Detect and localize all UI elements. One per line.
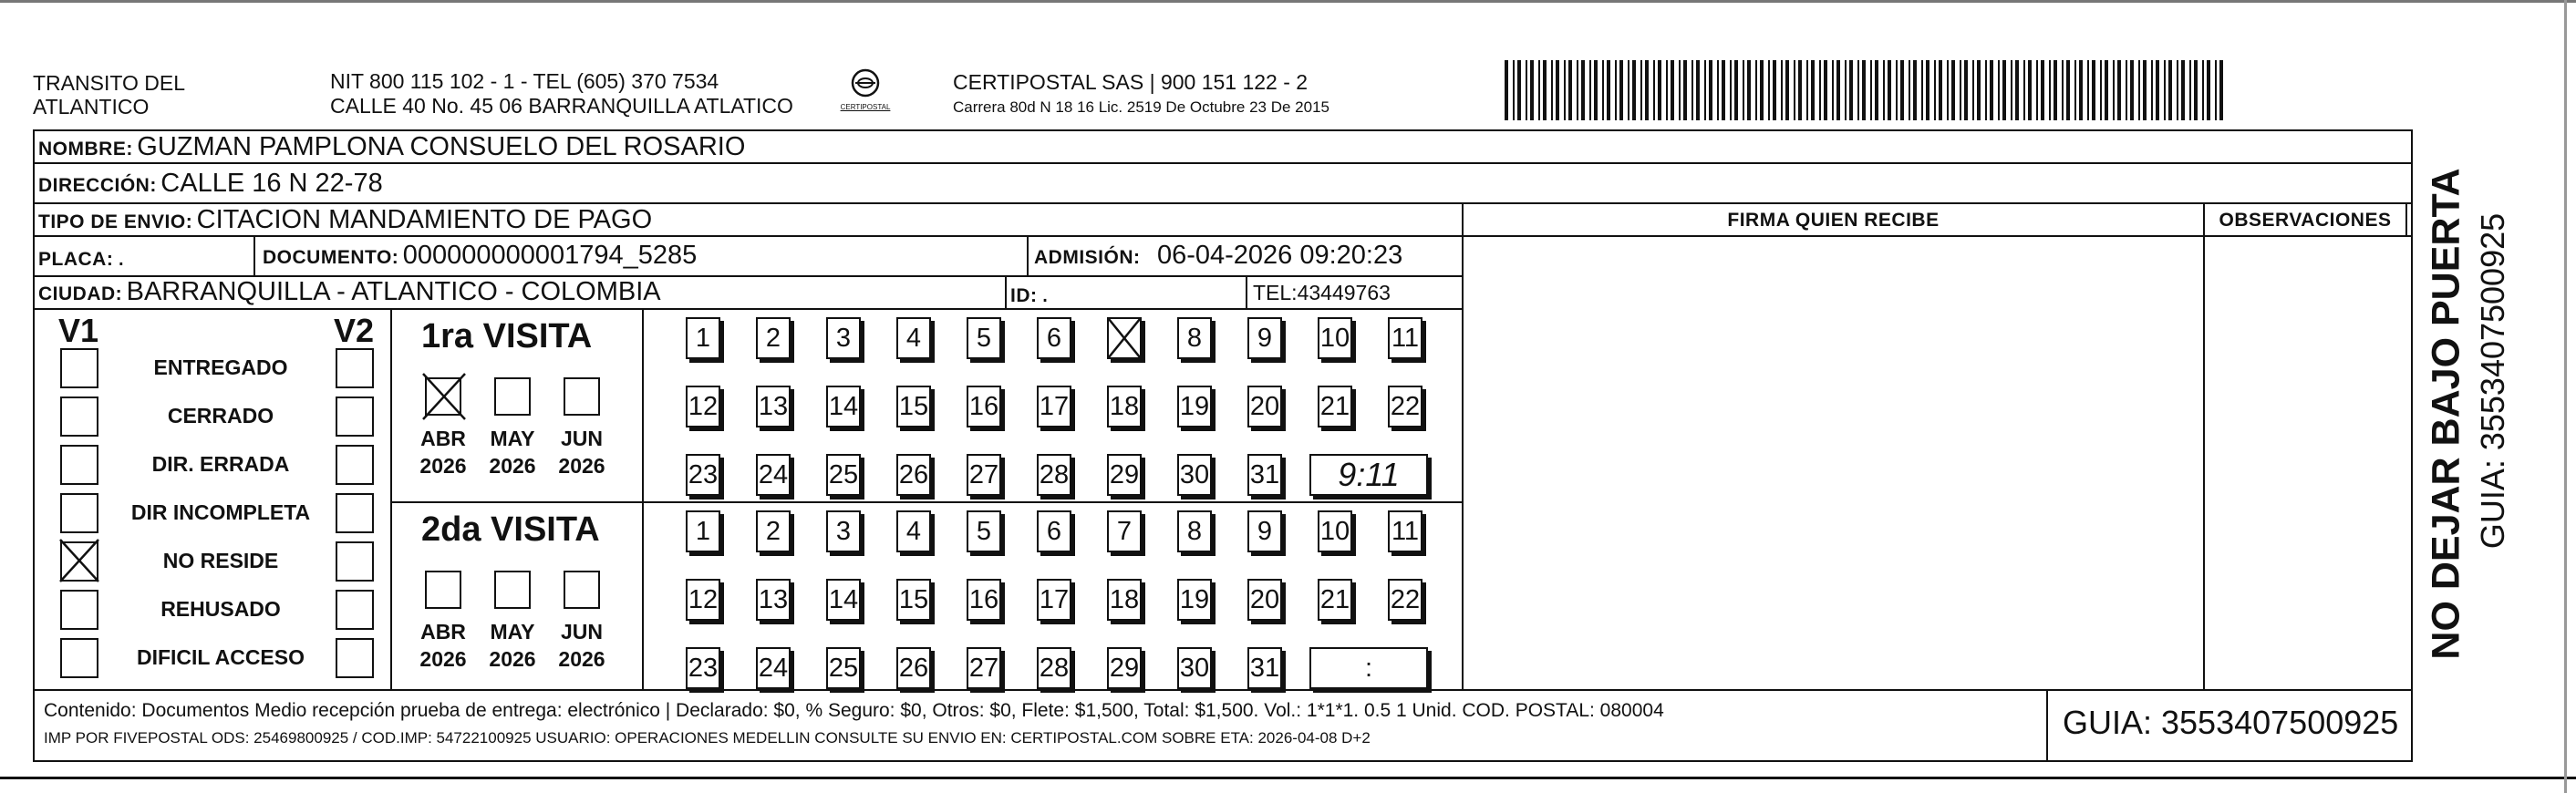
tel-label: TEL: [1253, 281, 1298, 304]
logo-text: CERTIPOSTAL [840, 103, 891, 111]
day-cell: 10 [1318, 510, 1352, 552]
day-cell: 9 [1247, 317, 1282, 359]
sender-block [33, 71, 185, 118]
id-value: . [1040, 279, 1050, 308]
documento-value: 000000000001794_5285 [402, 241, 698, 270]
day-cell: 4 [896, 510, 931, 552]
v2-checkbox [336, 348, 374, 388]
v1-checkbox [60, 590, 98, 630]
month-label [483, 618, 542, 673]
day-cell: 16 [967, 386, 1001, 427]
day-cell: 12 [686, 579, 720, 621]
nombre-label: NOMBRE: [38, 139, 133, 160]
status-option-label: DIR INCOMPLETA [130, 500, 311, 524]
month-label [553, 618, 611, 673]
nombre-value: GUZMAN PAMPLONA CONSUELO DEL ROSARIO [137, 132, 746, 161]
day-cell: 5 [967, 510, 1001, 552]
day-cell: 18 [1107, 579, 1142, 621]
v1-checkbox [60, 396, 98, 437]
month-label [414, 618, 472, 673]
side-guia: GUIA: 3553407500925 [2474, 212, 2511, 550]
day-cell: 14 [826, 386, 861, 427]
admision-value: 06-04-2026 09:20:23 [1156, 241, 1403, 270]
day-cell: 22 [1388, 579, 1422, 621]
day-cell: 31 [1247, 454, 1282, 496]
day-cell: 15 [896, 386, 931, 427]
status-option-label: DIR. ERRADA [151, 452, 290, 476]
firma-header: FIRMA QUIEN RECIBE [1727, 210, 1940, 231]
day-cell: 1 [686, 317, 720, 359]
day-cell: 11 [1388, 510, 1422, 552]
month-year: 2026 [558, 647, 605, 671]
day-cell: 2 [756, 510, 791, 552]
day-cell: 8 [1177, 510, 1212, 552]
day-check-x [1107, 317, 1142, 359]
first-visit-title: 1ra VISITA [421, 317, 593, 355]
day-cell: 11 [1388, 317, 1422, 359]
day-cell: 6 [1037, 510, 1071, 552]
sender-line-2: ATLANTICO [33, 95, 150, 118]
day-cell: 17 [1037, 386, 1071, 427]
day-cell: 18 [1107, 386, 1142, 427]
day-cell: 21 [1318, 579, 1352, 621]
day-cell: 19 [1177, 386, 1212, 427]
day-cell: 1 [686, 510, 720, 552]
ciudad-label: CIUDAD: [38, 283, 123, 304]
month-checkbox [494, 571, 531, 609]
day-cell: 25 [826, 647, 861, 689]
v2-checkbox [336, 493, 374, 533]
v2-checkbox [336, 541, 374, 582]
month-year: 2026 [489, 454, 536, 478]
placa-field [38, 242, 125, 273]
tipo-value: CITACION MANDAMIENTO DE PAGO [196, 205, 653, 234]
v1-checkbox [60, 348, 98, 388]
day-cell: 3 [826, 317, 861, 359]
time-box: 9:11 [1309, 454, 1428, 496]
id-label: ID: [1010, 285, 1038, 306]
imp-line: IMP POR FIVEPOSTAL ODS: 25469800925 / COD.IMP: 54722100925 USUARIO: OPERACIONES MEDELLIN CONSULTE SU ENVIO EN: CERTIPOSTAL.COM SOBRE ETA: 2026-04-08 D+2 [44, 729, 1371, 747]
placa-label: PLACA: [38, 249, 114, 270]
day-cell: 16 [967, 579, 1001, 621]
month-label [553, 425, 611, 479]
day-cell: 2 [756, 317, 791, 359]
day-cell: 10 [1318, 317, 1352, 359]
month-year: 2026 [489, 647, 536, 671]
day-cell: 24 [756, 454, 791, 496]
day-cell: 29 [1107, 454, 1142, 496]
footer-guia: GUIA: 3553407500925 [2063, 704, 2399, 741]
tel-field [1253, 281, 1391, 305]
v2-label: V2 [334, 312, 375, 349]
day-cell: 31 [1247, 647, 1282, 689]
status-option-label: CERRADO [167, 404, 274, 427]
nombre-row [38, 132, 745, 162]
courier-block [953, 69, 1329, 120]
month-name: ABR [420, 427, 466, 450]
day-cell: 26 [896, 647, 931, 689]
day-cell: 9 [1247, 510, 1282, 552]
day-cell: 28 [1037, 647, 1071, 689]
contenido-line: Contenido: Documentos Medio recepción prueba de entrega: electrónico | Declarado: $0, % Seguro: $0, Otros: $0, Flete: $1,500, Total: $1,500. Vol.: 1*1*1. 0.5 1 Unid. COD. POSTAL: 080004 [44, 700, 1664, 721]
tipo-label: TIPO DE ENVIO: [38, 211, 193, 232]
ciudad-field [38, 277, 661, 307]
day-cell: 13 [756, 579, 791, 621]
second-visit-title: 2da VISITA [421, 510, 600, 549]
observaciones-header: OBSERVACIONES [2219, 210, 2392, 231]
v1-checkbox [60, 638, 98, 678]
nit-line-1: NIT 800 115 102 - 1 - TEL (605) 370 7534 [330, 69, 719, 93]
direccion-row [38, 169, 383, 199]
certipostal-logo-icon [847, 67, 884, 98]
day-cell: 22 [1388, 386, 1422, 427]
barcode-graphic [1505, 60, 2227, 120]
month-check-x [421, 372, 467, 421]
month-label [414, 425, 472, 479]
admision-label: ADMISIÓN: [1034, 247, 1141, 268]
right-edge [2564, 0, 2567, 793]
placa-value: . [117, 242, 125, 272]
direccion-label: DIRECCIÓN: [38, 175, 157, 196]
month-year: 2026 [558, 454, 605, 478]
month-checkbox [494, 377, 531, 416]
status-option-label: ENTREGADO [153, 355, 288, 379]
month-name: MAY [490, 620, 535, 644]
tipo-row [38, 205, 652, 235]
month-checkbox [564, 571, 600, 609]
admision-field [1034, 241, 1402, 271]
month-checkbox [564, 377, 600, 416]
day-cell: 30 [1177, 647, 1212, 689]
day-cell: 17 [1037, 579, 1071, 621]
month-year: 2026 [419, 454, 467, 478]
month-name: ABR [420, 620, 466, 644]
day-cell: 21 [1318, 386, 1352, 427]
day-cell: 14 [826, 579, 861, 621]
day-cell: 25 [826, 454, 861, 496]
month-label [483, 425, 542, 479]
day-cell: 27 [967, 454, 1001, 496]
bottom-edge [0, 777, 2576, 779]
day-cell: 23 [686, 647, 720, 689]
day-cell: 29 [1107, 647, 1142, 689]
side-no-dejar-wrap [2418, 162, 2475, 665]
courier-line-1: CERTIPOSTAL SAS | 900 151 122 - 2 [953, 70, 1309, 94]
day-cell: 6 [1037, 317, 1071, 359]
side-no-dejar: NO DEJAR BAJO PUERTA [2424, 168, 2468, 660]
id-field [1010, 279, 1049, 309]
day-cell: 26 [896, 454, 931, 496]
nit-line-2: CALLE 40 No. 45 06 BARRANQUILLA ATLATICO [330, 94, 793, 118]
v1-check-x [58, 538, 100, 583]
day-cell: 13 [756, 386, 791, 427]
status-option-label: REHUSADO [160, 597, 281, 621]
status-option-label: NO RESIDE [162, 549, 279, 572]
day-cell: 30 [1177, 454, 1212, 496]
day-cell: 20 [1247, 579, 1282, 621]
day-cell: 20 [1247, 386, 1282, 427]
day-cell: 19 [1177, 579, 1212, 621]
courier-line-2: Carrera 80d N 18 16 Lic. 2519 De Octubre 23 De 2015 [953, 98, 1329, 116]
barcode [1505, 60, 2227, 120]
month-name: MAY [490, 427, 535, 450]
v1-checkbox [60, 493, 98, 533]
side-guia-wrap [2469, 162, 2517, 600]
documento-field [263, 241, 697, 271]
day-cell: 24 [756, 647, 791, 689]
ciudad-value: BARRANQUILLA - ATLANTICO - COLOMBIA [126, 277, 661, 306]
day-cell: 3 [826, 510, 861, 552]
day-cell: 15 [896, 579, 931, 621]
day-cell: 4 [896, 317, 931, 359]
documento-label: DOCUMENTO: [263, 247, 399, 268]
tel-value: 43449763 [1297, 281, 1391, 304]
nit-block [330, 69, 793, 118]
day-cell: 8 [1177, 317, 1212, 359]
day-cell: 23 [686, 454, 720, 496]
day-cell: 28 [1037, 454, 1071, 496]
v2-checkbox [336, 396, 374, 437]
v2-checkbox [336, 590, 374, 630]
day-cell: 12 [686, 386, 720, 427]
direccion-value: CALLE 16 N 22-78 [160, 169, 383, 198]
v2-checkbox [336, 445, 374, 485]
sender-line-1: TRANSITO DEL [33, 71, 185, 95]
day-cell: 27 [967, 647, 1001, 689]
day-cell: 5 [967, 317, 1001, 359]
certipostal-logo [839, 67, 892, 111]
scan-edge [0, 0, 2576, 3]
v1-label: V1 [58, 312, 99, 349]
time-box: : [1309, 647, 1428, 689]
month-name: JUN [560, 620, 603, 644]
status-option-label: DIFICIL ACCESO [136, 645, 305, 669]
v1-checkbox [60, 445, 98, 485]
month-year: 2026 [419, 647, 467, 671]
v2-checkbox [336, 638, 374, 678]
day-cell: 7 [1107, 510, 1142, 552]
month-checkbox [425, 571, 461, 609]
month-name: JUN [560, 427, 603, 450]
